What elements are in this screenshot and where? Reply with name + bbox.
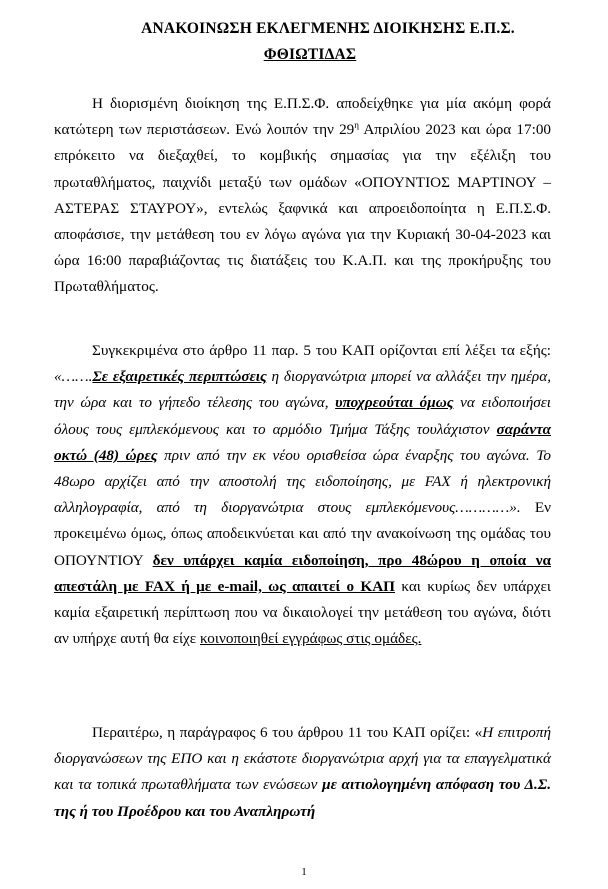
p2-emphasis: δεν υπάρχει καμία ειδοποίηση, προ 48ώρου η οποία να απεστάλη με FAX ή με e-mail, ως απαιτεί ο ΚΑΠ — [54, 551, 551, 595]
document-title-line-2: ΦΘΙΩΤΙΔΑΣ — [263, 46, 357, 63]
p2-quote-text-2: να ειδοποιήσει όλους τους εμπλεκόμενους και το αρμόδιο Τμήμα Τάξης τουλάχιστον — [54, 394, 551, 438]
paragraph-2 — [54, 338, 551, 652]
p1-superscript: η — [354, 120, 359, 131]
p2-quote-emphasis-2: υποχρεούται όμως — [335, 394, 454, 412]
p2-quote-text-1: η διοργανώτρια μπορεί να αλλάξει την ημέρα, την ώρα και το γήπεδο τέλεσης του αγώνα, — [54, 368, 551, 412]
p2-text-b: Εν προκειμένω όμως, όπως αποδεικνύεται και από την ανακοίνωση της ομάδας του ΟΠΟΥΝΤΙΟΥ — [54, 499, 551, 569]
p2-text-a: Συγκεκριμένα στο άρθρο 11 παρ. 5 του ΚΑΠ ορίζονται επί λέξει τα εξής: — [92, 342, 551, 359]
p2-underlined-text: κοινοποιηθεί εγγράφως στις ομάδες. — [199, 630, 422, 648]
document-title-line-1: ΑΝΑΚΟΙΝΩΣΗ ΕΚΛΕΓΜΕΝΗΣ ΔΙΟΙΚΗΣΗΣ Ε.Π.Σ. — [141, 20, 515, 37]
p1-text-b: Απριλίου 2023 και ώρα 17:00 επρόκειτο να διεξαχθεί, το κομβικής σημασίας για την εξέλιξη του πρωταθλήματος, παιχνίδι μεταξύ των ομάδων «ΟΠΟΥΝΤΙΟΣ ΜΑΡΤΙΝΟΥ – ΑΣΤΕΡΑΣ ΣΤΑΥΡΟΥ», εντελώς ξαφνικά και απροειδοποίητα η Ε.Π.Σ.Φ. αποφάσισε, την μετάθεση του εν λόγω αγώνα για την Κυριακή 30-04-2023 και ώρα 16:00 παραβιάζοντας τις διατάξεις του Κ.Α.Π. και της προκήρυξης του Πρωταθλήματος. — [54, 121, 552, 296]
p3-text-a: Περαιτέρω, η παράγραφος 6 του άρθρου 11 του ΚΑΠ ορίζει: « — [92, 724, 483, 741]
p3-quote-emphasis: με αιτιολογημένη απόφαση του Δ.Σ. της ή του Προέδρου και του Αναπληρωτή — [54, 776, 551, 820]
p2-quote-emphasis-1: Σε εξαιρετικές περιπτώσεις — [92, 368, 267, 386]
p2-quote-emphasis-3: σαράντα οκτώ (48) ώρες — [54, 420, 551, 464]
p2-quote-start: «……. — [54, 368, 93, 386]
p1-text-a: Η διορισμένη διοίκηση της Ε.Π.Σ.Φ. αποδείχθηκε για μία ακόμη φορά κατώτερη των περιστάσεων. Ενώ λοιπόν την 29 — [54, 95, 551, 139]
page-number: 1 — [301, 866, 307, 878]
p2-text-d: και κυρίως δεν υπάρχει καμία εξαιρετική περίπτωση που να δικαιολογεί την μετάθεση του αγώνα, διότι αν υπήρχε αυτή θα είχε — [54, 577, 551, 648]
p2-quote-text-3: πριν από την εκ νέου ορισθείσα ώρα έναρξης του αγώνα. Το 48ωρο αρχίζει από την αποστολή της ειδοποίησης, με FAX ή ηλεκτρονική αλληλογραφία, από τη διοργανώτρια στους εμπλεκόμενους…………». — [54, 446, 551, 517]
p3-quote-text: Η επιτροπή διοργανώσεων της ΕΠΟ και η εκάστοτε διοργανώτρια αρχή για τα επαγγελματικά και τα τοπικά πρωταθλήματα των ενώσεων — [54, 724, 551, 794]
paragraph-1 — [54, 91, 551, 301]
paragraph-3 — [54, 720, 551, 825]
